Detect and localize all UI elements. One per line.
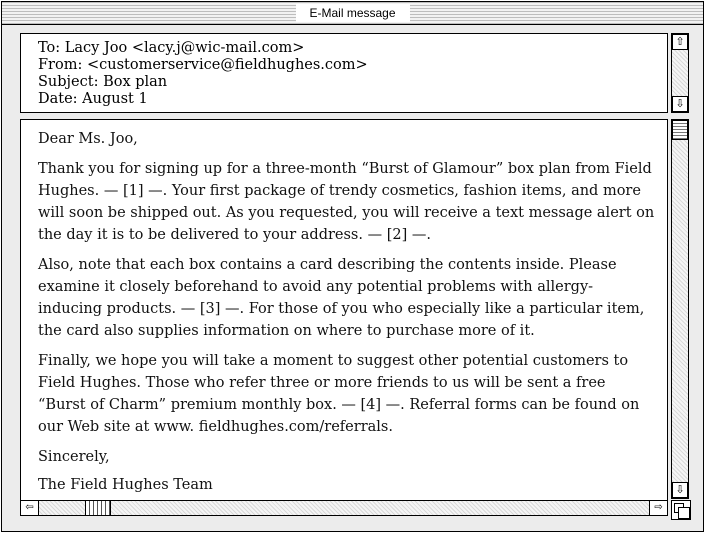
scroll-right-icon[interactable]: ⇨ (649, 501, 667, 515)
paragraph-1: Thank you for signing up for a three-month “Burst of Glamour” box plan from Field Hughes. — [1] —. Your first package of trendy cosmetics, fashion items, and more will soon be shipped out. As you requested, you will receive a text message alert on the day it is to be delivered to your address. — [2] —. (38, 161, 655, 243)
message-body-pane (20, 119, 668, 516)
horizontal-scrollbar[interactable] (20, 500, 668, 516)
scroll-left-icon[interactable]: ⇦ (21, 501, 39, 515)
scroll-thumb-horizontal[interactable] (85, 501, 111, 515)
window-title: E-Mail message (295, 4, 409, 22)
paragraph-2: Also, note that each box contains a card describing the contents inside. Please examine it closely beforehand to avoid any potential problems with allergy-inducing products. — [3] —. For those of you who especially like a particular item, the card also supplies information on where to purchase more of it. (38, 257, 645, 339)
to-line: To: Lacy Joo <lacy.j@wic-mail.com> (38, 40, 305, 56)
signature: The Field Hughes Team (38, 477, 213, 493)
header-pane (20, 33, 668, 113)
scroll-down-icon[interactable]: ⇩ (672, 96, 688, 112)
email-window (1, 1, 704, 532)
closing: Sincerely, (38, 449, 110, 465)
scroll-down-icon[interactable]: ⇩ (672, 482, 688, 498)
title-bar[interactable] (2, 2, 703, 25)
header-scrollbar[interactable] (671, 33, 689, 113)
scroll-up-icon[interactable]: ⇧ (672, 34, 688, 50)
subject-line: Subject: Box plan (38, 74, 168, 90)
paragraph-3: Finally, we hope you will take a moment to suggest other potential customers to Field Hughes. Those who refer three or more friends to us will be sent a free “Burst of Charm” premium monthly box. — [4] —. Referral forms can be found on our Web site at www. fieldhughes.com/referrals. (38, 353, 640, 435)
resize-icon[interactable] (671, 500, 691, 520)
greeting: Dear Ms. Joo, (38, 131, 138, 147)
scroll-thumb-vertical[interactable] (672, 120, 688, 140)
date-line: Date: August 1 (38, 91, 148, 107)
from-line: From: <customerservice@fieldhughes.com> (38, 57, 368, 73)
body-scrollbar[interactable] (671, 119, 689, 499)
